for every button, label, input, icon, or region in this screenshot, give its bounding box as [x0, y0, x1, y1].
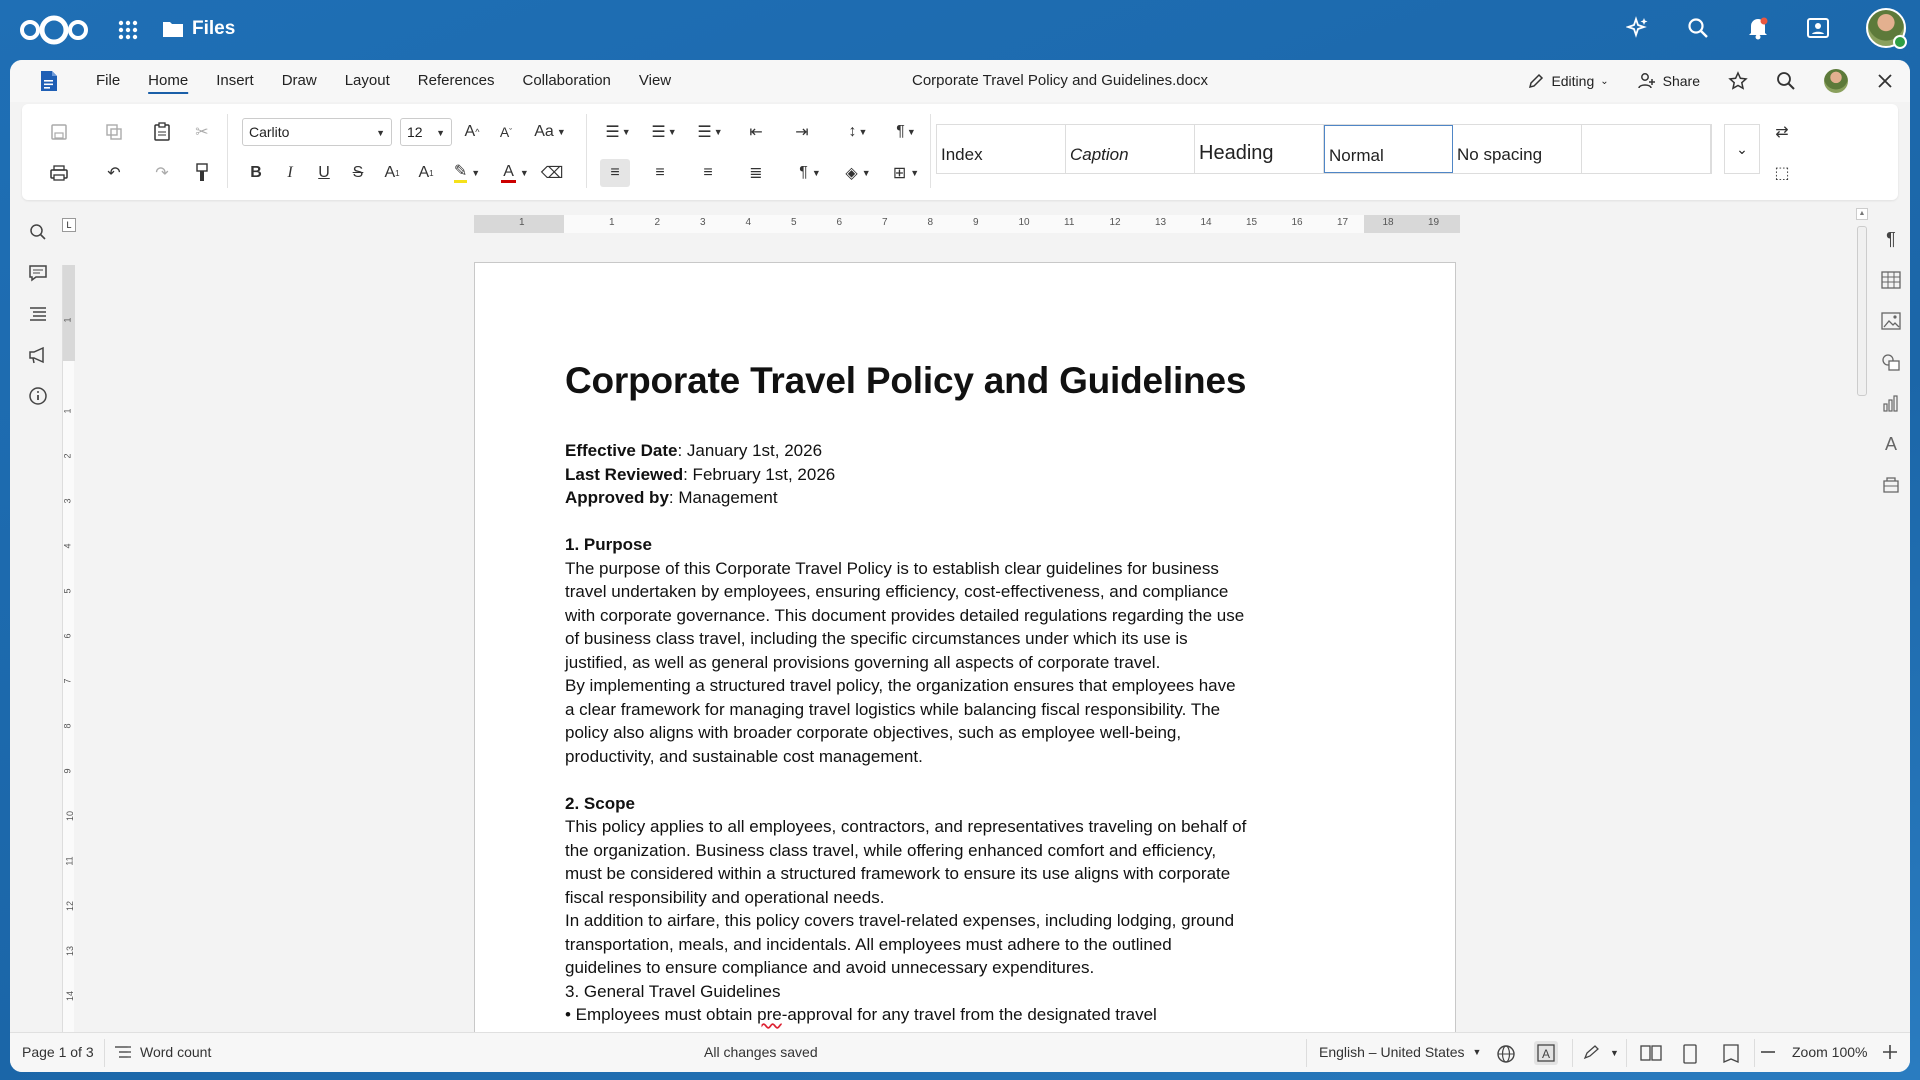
search-icon[interactable]: [26, 220, 50, 244]
ruler-number: 3: [62, 498, 73, 504]
table-icon[interactable]: [1880, 269, 1902, 291]
ruler-number: 3: [700, 217, 706, 228]
style-heading[interactable]: Heading: [1195, 125, 1324, 173]
document-page[interactable]: [474, 262, 1456, 1072]
ruler-number: 4: [62, 543, 73, 549]
home-ribbon: [22, 104, 1898, 200]
share-button[interactable]: [1637, 72, 1700, 90]
menu-draw[interactable]: Draw: [281, 72, 317, 89]
zoom-level[interactable]: Zoom 100%: [1792, 1044, 1868, 1060]
chevron-down-icon: ▼: [436, 128, 445, 138]
contacts-icon[interactable]: [1806, 16, 1830, 40]
menu-layout[interactable]: Layout: [344, 72, 390, 89]
cut-icon[interactable]: ✂: [195, 124, 209, 141]
document-text-line: a clear framework for managing travel logistics while balancing fiscal responsibility. The: [565, 699, 1221, 719]
ruler-number: 9: [973, 217, 979, 228]
ribbon-separator: [227, 114, 228, 188]
ruler-number: 16: [1291, 217, 1303, 228]
navigator-icon[interactable]: [26, 302, 50, 326]
vertical-scrollbar[interactable]: [1854, 208, 1870, 1048]
section-purpose-body: [565, 557, 1285, 769]
ruler-margin-area: [63, 265, 75, 361]
font-size-value: 12: [407, 124, 423, 140]
chevron-down-icon: ▼: [1472, 1047, 1482, 1057]
chevron-down-icon: ▼: [376, 128, 385, 138]
zoom-out-icon[interactable]: [1760, 1044, 1776, 1060]
user-avatar[interactable]: [1866, 8, 1906, 48]
document-text-line: This policy applies to all employees, contractors, and representatives traveling on behalf of: [565, 817, 1247, 836]
insert-special-icon[interactable]: [1880, 474, 1902, 496]
search-icon[interactable]: [1686, 16, 1710, 40]
styles-expand-chevron-icon[interactable]: ⌄: [1724, 124, 1760, 174]
menubar: [10, 60, 1910, 102]
style-index[interactable]: Index: [937, 125, 1066, 173]
document-text-line: travel undertaken by employees, ensuring efficiency, cost-effectiveness, and compliance: [565, 582, 1229, 601]
ruler-number: 2: [62, 453, 73, 459]
scroll-up-icon[interactable]: ▲: [1856, 208, 1868, 220]
document-text-line: fiscal responsibility and operational needs.: [565, 887, 885, 907]
left-sidebar: [26, 220, 54, 425]
ruler-number: 7: [62, 678, 73, 684]
document-icon: [40, 70, 58, 92]
paragraph-gap: [565, 768, 1285, 792]
single-page-view-icon[interactable]: [1682, 1044, 1698, 1064]
meta-approved-by: [565, 486, 1285, 510]
select-mode-icon[interactable]: ⬚: [1774, 165, 1790, 182]
menu-references[interactable]: References: [417, 72, 495, 89]
meta-effective-date: [565, 439, 1285, 463]
list-item-text: -approval for any travel from the designated travel: [781, 1005, 1157, 1024]
menu-collaboration[interactable]: Collaboration: [522, 72, 611, 89]
status-separator: [104, 1039, 105, 1067]
status-separator: [1754, 1039, 1755, 1067]
paste-icon[interactable]: [150, 120, 174, 144]
status-bar: [10, 1032, 1910, 1072]
style-normal[interactable]: Normal: [1324, 125, 1453, 173]
ruler-number: 10: [1018, 217, 1030, 228]
apps-grid-icon[interactable]: [116, 18, 140, 42]
spellcheck-flagged-word[interactable]: pre: [757, 1005, 782, 1024]
section-heading: [565, 792, 1285, 816]
ruler-number: 1: [62, 408, 73, 414]
font-name-select[interactable]: [242, 118, 392, 146]
ruler-number: 7: [882, 217, 888, 228]
outline-list-icon[interactable]: ☰ ▼: [697, 124, 723, 141]
document-text-line: By implementing a structured travel policy, the organization ensures that employees have: [565, 676, 1236, 695]
document-text-line: justified, as well as general provisions governing all aspects of corporate travel.: [565, 652, 1161, 672]
word-count-icon: [114, 1044, 132, 1060]
strikethrough-icon[interactable]: S: [352, 164, 364, 181]
ruler-number: 11: [64, 856, 75, 866]
close-icon[interactable]: [1876, 72, 1894, 90]
image-icon[interactable]: [1880, 310, 1902, 332]
ruler-number: 5: [791, 217, 797, 228]
document-text-line: productivity, and sustainable cost management.: [565, 746, 923, 766]
comment-icon[interactable]: [26, 261, 50, 285]
menu-insert[interactable]: Insert: [216, 72, 254, 89]
search-icon[interactable]: [1776, 71, 1796, 91]
menu-view[interactable]: View: [638, 72, 672, 89]
justify-icon[interactable]: ≣: [749, 165, 763, 182]
document-text-line: The purpose of this Corporate Travel Policy is to establish clear guidelines for business: [565, 558, 1219, 578]
assistant-sparkle-icon[interactable]: [1626, 16, 1650, 40]
document-text-line: 3. General Travel Guidelines: [565, 981, 781, 1001]
meta-label: Last Reviewed: [565, 464, 684, 484]
ruler-number: 6: [836, 217, 843, 228]
share-label: Share: [1662, 73, 1700, 89]
nextcloud-logo[interactable]: [18, 14, 90, 46]
language-label: English – United States: [1319, 1044, 1465, 1060]
underline-icon[interactable]: U: [318, 164, 330, 181]
status-separator: [1626, 1039, 1627, 1067]
document-body[interactable]: [565, 359, 1285, 1027]
grow-font-icon[interactable]: A ^: [464, 123, 480, 140]
status-separator: [1306, 1039, 1307, 1067]
document-text-line: policy also aligns with broader corporate objectives, such as employee well-being,: [565, 723, 1182, 742]
shrink-font-icon[interactable]: A ˇ: [499, 124, 513, 140]
star-icon[interactable]: [1728, 71, 1748, 91]
ruler-numbers: [474, 217, 1460, 231]
editing-mode-dropdown[interactable]: [1527, 72, 1608, 90]
ruler-number: 17: [1337, 217, 1349, 228]
font-name-value: Carlito: [249, 124, 290, 140]
clone-formatting-icon[interactable]: [190, 161, 214, 185]
save-icon[interactable]: [47, 120, 71, 144]
style-caption[interactable]: Caption: [1066, 125, 1195, 173]
font-color-icon[interactable]: A ▼: [496, 161, 534, 185]
bulleted-list-icon[interactable]: ☰ ▼: [605, 124, 631, 141]
ruler-number: 1: [609, 217, 615, 228]
align-left-icon[interactable]: ≡: [600, 159, 630, 187]
undo-icon[interactable]: ↶: [107, 165, 121, 182]
change-case-icon[interactable]: Aa ▼: [534, 123, 566, 140]
chevron-down-icon: ⌄: [1600, 75, 1609, 87]
nextcloud-header: [0, 0, 1920, 60]
section-heading: [565, 533, 1285, 557]
shapes-icon[interactable]: [1880, 351, 1902, 373]
ruler-number: 5: [62, 588, 73, 594]
user-avatar-small[interactable]: [1824, 69, 1848, 93]
multi-page-view-icon[interactable]: [1640, 1044, 1662, 1062]
chevron-down-icon: ▼: [1610, 1048, 1619, 1058]
meta-label: Effective Date: [565, 441, 678, 460]
files-app-link[interactable]: [162, 18, 235, 40]
ruler-number: 11: [1064, 217, 1075, 228]
document-text-line: guidelines to ensure compliance and avoid unnecessary expenditures.: [565, 958, 1095, 977]
redo-icon[interactable]: ↷: [155, 165, 169, 182]
menu-home[interactable]: Home: [148, 72, 189, 89]
editing-label: Editing: [1551, 73, 1595, 89]
ruler-number: 19: [1428, 217, 1440, 228]
ruler-number: 15: [1246, 217, 1258, 228]
page-indicator[interactable]: Page 1 of 3: [22, 1044, 94, 1060]
align-center-icon[interactable]: ≡: [655, 164, 665, 181]
borders-icon[interactable]: ⊞ ▼: [892, 165, 920, 182]
share-people-icon: [1637, 72, 1657, 90]
ruler-number: 1: [62, 317, 73, 323]
folder-icon: [162, 19, 184, 39]
ruler-number: 12: [65, 900, 76, 912]
background-color-icon[interactable]: ◈ ▼: [845, 165, 871, 182]
align-right-icon[interactable]: ≡: [703, 164, 713, 181]
formatting-marks-icon[interactable]: ¶ ▼: [799, 164, 821, 181]
vertical-ruler[interactable]: [62, 265, 74, 1065]
track-changes-dropdown[interactable]: [1582, 1044, 1619, 1062]
highlight-color-icon[interactable]: ✎ ▼: [448, 161, 486, 185]
increase-indent-icon[interactable]: ⇥: [795, 124, 809, 141]
section-heading-text: 2. Scope: [565, 793, 635, 813]
document-title[interactable]: Corporate Travel Policy and Guidelines.docx: [912, 72, 1208, 89]
meta-value: : Management: [668, 488, 778, 507]
megaphone-icon[interactable]: [26, 343, 50, 367]
chart-icon[interactable]: [1880, 392, 1902, 414]
scrollbar-thumb[interactable]: [1857, 226, 1867, 396]
meta-value: : January 1st, 2026: [677, 441, 823, 460]
paragraph-direction-icon[interactable]: ¶ ▼: [896, 123, 916, 140]
list-item-text: • Employees must obtain: [565, 1005, 758, 1024]
word-count-button[interactable]: [114, 1044, 211, 1060]
files-app-label: Files: [192, 18, 236, 39]
italic-icon[interactable]: I: [287, 164, 293, 181]
meta-label: Approved by: [565, 488, 669, 507]
globe-icon[interactable]: [1496, 1044, 1516, 1064]
document-text-line: the organization. Business class travel, while offering enhanced comfort and efficiency,: [565, 840, 1217, 860]
replace-icon[interactable]: ⇄: [1775, 124, 1789, 141]
document-text-line: must be considered within a structured framework to ensure its use aligns with corporate: [565, 864, 1231, 883]
style-no-spacing[interactable]: No spacing: [1453, 125, 1582, 173]
ruler-number: 9: [62, 768, 73, 774]
ruler-number: 14: [1200, 217, 1212, 228]
subscript-icon[interactable]: A 1: [418, 164, 434, 181]
document-text-line: of business class travel, including the specific circumstances under which its use is: [565, 629, 1188, 648]
ruler-number: 10: [65, 810, 76, 822]
ruler-number: 8: [927, 217, 934, 228]
word-count-label: Word count: [140, 1044, 212, 1060]
style-empty-slot[interactable]: [1582, 125, 1711, 173]
paragraph-marks-icon[interactable]: ¶: [1886, 228, 1896, 249]
style-gallery: [936, 124, 1712, 174]
save-status: All changes saved: [704, 1044, 818, 1060]
book-view-icon[interactable]: [1722, 1044, 1740, 1064]
meta-value: : February 1st, 2026: [683, 464, 836, 484]
ruler-number: 13: [65, 945, 76, 957]
bold-icon[interactable]: B: [250, 164, 262, 181]
language-dropdown[interactable]: [1319, 1044, 1481, 1060]
ruler-number: 14: [65, 990, 76, 1002]
document-text-line: In addition to airfare, this policy covers travel-related expenses, including lodging, ground: [565, 911, 1235, 930]
text-mode-icon[interactable]: [1534, 1041, 1558, 1065]
paragraph-gap: [565, 510, 1285, 534]
menu-file[interactable]: File: [96, 72, 121, 89]
ruler-number: 1: [519, 217, 525, 228]
collabora-editor: [10, 60, 1910, 1072]
font-size-select[interactable]: [400, 118, 452, 146]
status-separator: [1572, 1039, 1573, 1067]
document-heading: Corporate Travel Policy and Guidelines: [565, 360, 1247, 401]
svg-text:A: A: [1542, 1047, 1551, 1061]
meta-last-reviewed: [565, 463, 1285, 487]
pencil-icon: [1527, 72, 1545, 90]
tab-stop-selector[interactable]: L: [62, 218, 76, 232]
fontwork-icon[interactable]: A: [1884, 433, 1897, 454]
decrease-indent-icon[interactable]: ⇤: [749, 124, 763, 141]
ruler-number: 13: [1155, 217, 1167, 228]
ruler-number: 18: [1382, 217, 1394, 228]
line-spacing-icon[interactable]: ↕ ▼: [848, 123, 868, 140]
superscript-icon[interactable]: A 1: [384, 164, 400, 181]
ruler-number: 2: [654, 217, 661, 228]
document-text-line: transportation, meals, and incidentals. All employees must adhere to the outlined: [565, 934, 1172, 954]
ruler-number: 12: [1109, 217, 1121, 228]
section-heading-text: 1. Purpose: [565, 535, 652, 554]
ribbon-separator: [586, 114, 587, 188]
notifications-bell-icon[interactable]: [1746, 16, 1770, 40]
ruler-number: 4: [745, 217, 752, 228]
ribbon-separator: [930, 114, 931, 188]
clear-formatting-icon[interactable]: ⌫: [540, 165, 564, 182]
info-icon[interactable]: [26, 384, 50, 408]
copy-icon[interactable]: [102, 120, 126, 144]
list-item: [565, 1003, 1285, 1027]
numbered-list-icon[interactable]: ☰ ▼: [651, 124, 677, 141]
online-status-icon: [1893, 35, 1907, 49]
ruler-number: 6: [62, 633, 73, 639]
document-text-line: with corporate governance. This document provides detailed regulations regarding the use: [565, 605, 1245, 625]
print-icon[interactable]: [47, 161, 71, 185]
section-scope-body: [565, 815, 1285, 1003]
zoom-in-icon[interactable]: [1882, 1044, 1898, 1060]
horizontal-ruler[interactable]: [474, 215, 1460, 233]
ruler-number: 8: [62, 723, 73, 729]
pen-track-icon: [1582, 1044, 1602, 1062]
right-sidebar: [1880, 228, 1906, 515]
